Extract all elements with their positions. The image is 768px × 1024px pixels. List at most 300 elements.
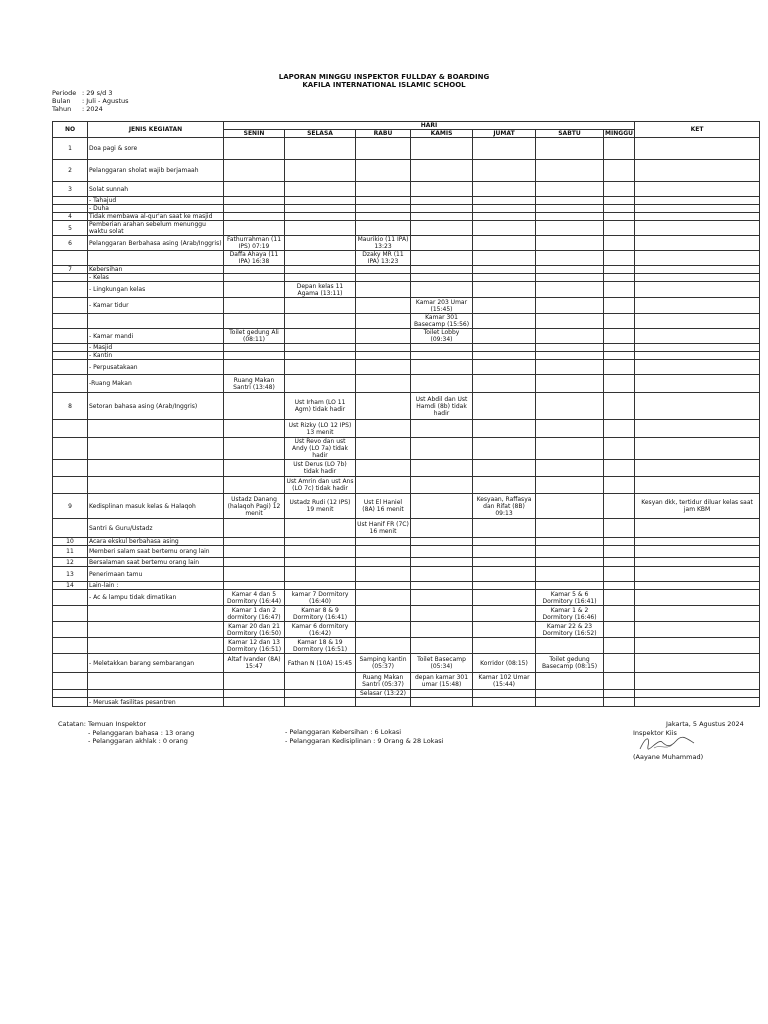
day-cell — [473, 477, 536, 494]
ket-cell — [635, 460, 760, 477]
day-cell — [604, 606, 635, 622]
day-cell — [536, 160, 604, 182]
table-row — [53, 138, 760, 160]
day-cell — [604, 622, 635, 638]
periode-line — [52, 89, 113, 97]
day-cell — [604, 274, 635, 282]
day-cell — [356, 160, 411, 182]
day-cell — [604, 590, 635, 606]
ket-cell — [635, 160, 760, 182]
day-cell: Samping kantin (05:37) — [356, 654, 411, 673]
day-cell — [224, 438, 285, 460]
day-cell — [411, 160, 473, 182]
ket-cell — [635, 221, 760, 236]
day-cell — [411, 197, 473, 205]
day-cell — [536, 329, 604, 344]
row-number: 2 — [53, 160, 88, 182]
row-activity: - Masjid — [88, 344, 224, 352]
day-cell: Daffa Ahaya (11 IPA) 16:38 — [224, 251, 285, 266]
day-cell: Ustadz Rudi (12 IPS) 19 menit — [285, 494, 356, 519]
row-number — [53, 298, 88, 314]
day-cell — [536, 567, 604, 582]
day-cell — [473, 546, 536, 558]
day-cell: Depan kelas 11 Agama (13:11) — [285, 282, 356, 298]
day-cell — [604, 546, 635, 558]
row-number — [53, 519, 88, 538]
day-cell — [473, 236, 536, 251]
row-activity: - Merusak fasilitas pesantren — [88, 698, 224, 707]
day-cell — [473, 266, 536, 274]
row-number: 7 — [53, 266, 88, 274]
day-cell — [604, 519, 635, 538]
tahun-label: Tahun — [52, 105, 72, 113]
day-cell — [536, 673, 604, 690]
bulan-line — [52, 97, 129, 105]
day-cell — [224, 274, 285, 282]
col-jenis-header: JENIS KEGIATAN — [88, 122, 224, 138]
row-activity: -Ruang Makan — [88, 375, 224, 393]
day-cell — [411, 590, 473, 606]
day-cell: Kamar 8 & 9 Dormitory (16:41) — [285, 606, 356, 622]
day-cell: Korridor (08:15) — [473, 654, 536, 673]
col-ket-header: KET — [635, 122, 760, 138]
day-cell — [224, 205, 285, 213]
day-cell — [224, 160, 285, 182]
day-cell — [356, 274, 411, 282]
row-activity: Solat sunnah — [88, 182, 224, 197]
table-row — [53, 590, 760, 606]
ket-cell — [635, 282, 760, 298]
row-number — [53, 420, 88, 438]
tahun-line — [52, 105, 103, 113]
day-cell — [604, 420, 635, 438]
day-cell — [536, 698, 604, 707]
day-cell — [536, 375, 604, 393]
day-cell — [285, 582, 356, 590]
day-cell — [285, 344, 356, 352]
row-activity: - Duha — [88, 205, 224, 213]
day-cell — [536, 182, 604, 197]
day-cell — [285, 360, 356, 375]
day-cell — [285, 213, 356, 221]
day-cell — [285, 673, 356, 690]
ket-cell — [635, 375, 760, 393]
day-cell — [224, 138, 285, 160]
day-cell — [224, 673, 285, 690]
day-cell — [356, 205, 411, 213]
day-cell — [356, 375, 411, 393]
table-row — [53, 420, 760, 438]
table-row — [53, 375, 760, 393]
day-cell — [604, 251, 635, 266]
row-activity: - Kamar tidur — [88, 298, 224, 314]
day-cell — [356, 221, 411, 236]
ket-cell — [635, 519, 760, 538]
day-cell — [473, 558, 536, 567]
row-activity: - Lingkungan kelas — [88, 282, 224, 298]
day-cell — [356, 638, 411, 654]
row-activity: Doa pagi & sore — [88, 138, 224, 160]
day-cell — [224, 698, 285, 707]
bulan-value: : Juli - Agustus — [82, 97, 129, 105]
table-row — [53, 477, 760, 494]
row-number: 5 — [53, 221, 88, 236]
table-row — [53, 654, 760, 673]
bulan-label: Bulan — [52, 97, 71, 105]
day-cell: Kamar 1 & 2 Dormitory (16:46) — [536, 606, 604, 622]
row-number — [53, 344, 88, 352]
row-activity — [88, 420, 224, 438]
day-cell — [356, 420, 411, 438]
day-cell — [411, 182, 473, 197]
ket-cell — [635, 274, 760, 282]
day-cell — [473, 221, 536, 236]
day-cell — [285, 698, 356, 707]
row-number — [53, 622, 88, 638]
ket-cell — [635, 360, 760, 375]
day-cell — [604, 344, 635, 352]
day-cell — [224, 298, 285, 314]
table-row — [53, 251, 760, 266]
table-row — [53, 567, 760, 582]
day-cell — [285, 546, 356, 558]
row-activity — [88, 673, 224, 690]
day-cell — [411, 236, 473, 251]
row-number — [53, 197, 88, 205]
row-activity: - Tahajud — [88, 197, 224, 205]
day-header: RABU — [356, 130, 411, 138]
row-activity: Lain-lain : — [88, 582, 224, 590]
day-cell — [604, 282, 635, 298]
day-cell — [411, 344, 473, 352]
day-cell: Ruang Makan Santri (05:37) — [356, 673, 411, 690]
day-cell — [285, 221, 356, 236]
day-cell — [411, 352, 473, 360]
day-cell — [473, 567, 536, 582]
day-cell — [604, 213, 635, 221]
day-cell — [604, 266, 635, 274]
day-cell — [411, 266, 473, 274]
day-cell — [411, 494, 473, 519]
row-number — [53, 329, 88, 344]
row-number: 13 — [53, 567, 88, 582]
day-cell — [473, 606, 536, 622]
row-number: 6 — [53, 236, 88, 251]
day-cell — [536, 205, 604, 213]
ket-cell — [635, 438, 760, 460]
row-number: 12 — [53, 558, 88, 567]
day-cell — [356, 314, 411, 329]
day-cell: Ust Irham (LO 11 Agm) tidak hadir — [285, 393, 356, 420]
day-cell — [473, 375, 536, 393]
school-name: KAFILA INTERNATIONAL ISLAMIC SCHOOL — [302, 81, 466, 89]
row-number — [53, 673, 88, 690]
ket-cell — [635, 393, 760, 420]
day-cell — [356, 606, 411, 622]
day-cell — [224, 282, 285, 298]
day-cell — [285, 251, 356, 266]
day-cell — [224, 558, 285, 567]
ket-cell — [635, 420, 760, 438]
day-cell — [473, 314, 536, 329]
day-cell — [604, 438, 635, 460]
day-cell — [356, 477, 411, 494]
day-cell — [604, 567, 635, 582]
day-cell — [411, 138, 473, 160]
day-cell: Ust Derus (LO 7b) tidak hadir — [285, 460, 356, 477]
day-cell — [604, 314, 635, 329]
periode-label: Periode — [52, 89, 77, 97]
day-cell — [536, 519, 604, 538]
ket-cell — [635, 673, 760, 690]
row-activity — [88, 460, 224, 477]
day-cell — [536, 266, 604, 274]
ket-cell — [635, 266, 760, 274]
day-cell — [473, 197, 536, 205]
day-cell — [285, 205, 356, 213]
ket-cell — [635, 205, 760, 213]
day-cell — [356, 138, 411, 160]
day-cell — [473, 352, 536, 360]
day-cell — [473, 213, 536, 221]
day-cell — [411, 221, 473, 236]
day-cell — [356, 266, 411, 274]
row-activity: Pelanggaran Berbahasa asing (Arab/Inggris) — [88, 236, 224, 251]
table-row — [53, 160, 760, 182]
day-cell — [285, 690, 356, 698]
day-cell — [536, 344, 604, 352]
day-cell — [604, 352, 635, 360]
day-cell — [356, 352, 411, 360]
table-row — [53, 519, 760, 538]
day-cell — [285, 236, 356, 251]
row-activity — [88, 438, 224, 460]
day-cell — [604, 298, 635, 314]
table-row — [53, 282, 760, 298]
day-cell: Kamar 6 dormitory (16:42) — [285, 622, 356, 638]
day-cell — [604, 638, 635, 654]
day-cell — [604, 360, 635, 375]
row-activity — [88, 622, 224, 638]
sign-date: Jakarta, 5 Agustus 2024 — [666, 720, 744, 728]
row-number: 3 — [53, 182, 88, 197]
day-cell — [473, 519, 536, 538]
row-activity: Kedisplinan masuk kelas & Halaqoh — [88, 494, 224, 519]
row-activity — [88, 477, 224, 494]
tahun-value: : 2024 — [82, 105, 103, 113]
day-cell: Ust Amrin dan ust Ans (LO 7c) tidak hadir — [286, 478, 354, 492]
day-cell — [224, 420, 285, 438]
day-cell — [473, 438, 536, 460]
note-item: - Pelanggaran Kebersihan : 6 Lokasi — [285, 728, 402, 736]
day-cell: Ust Rizky (LO 12 IPS) 13 menit — [285, 420, 356, 438]
row-activity: Bersalaman saat bertemu orang lain — [88, 558, 224, 567]
table-row — [53, 236, 760, 251]
day-cell — [604, 393, 635, 420]
day-cell — [411, 538, 473, 546]
row-activity: Pemberian arahan sebelum menunggu waktu solat — [88, 221, 224, 236]
day-cell: kamar 7 Dormitory (16:40) — [285, 590, 356, 606]
day-cell — [285, 138, 356, 160]
day-cell — [536, 690, 604, 698]
day-cell — [356, 546, 411, 558]
day-cell — [473, 298, 536, 314]
day-header: SELASA — [285, 130, 356, 138]
row-number: 11 — [53, 546, 88, 558]
row-number: 9 — [53, 494, 88, 519]
day-cell — [285, 538, 356, 546]
day-cell — [536, 352, 604, 360]
day-cell: Ust El Haniel (8A) 16 menit — [356, 494, 411, 519]
table-row — [53, 197, 760, 205]
day-cell: Kamar 4 dan 5 Dormitory (16:44) — [224, 590, 285, 606]
day-cell — [536, 638, 604, 654]
ket-cell — [635, 138, 760, 160]
row-activity — [88, 606, 224, 622]
ket-cell — [635, 638, 760, 654]
day-cell — [224, 477, 285, 494]
day-cell: Ust Abdil dan Ust Hamdi (8b) tidak hadir — [411, 393, 473, 420]
row-activity: - Kamar mandi — [88, 329, 224, 344]
ket-cell — [635, 606, 760, 622]
day-cell — [411, 622, 473, 638]
row-activity: Pelanggaran sholat wajib berjamaah — [88, 160, 224, 182]
table-row — [53, 494, 760, 519]
day-cell — [411, 638, 473, 654]
table-row — [53, 622, 760, 638]
ket-cell — [635, 558, 760, 567]
day-cell — [411, 519, 473, 538]
day-cell — [224, 266, 285, 274]
notes-heading: Temuan Inspektor — [88, 720, 146, 728]
row-number — [53, 314, 88, 329]
day-cell — [411, 205, 473, 213]
row-activity: - Perpusatakaan — [88, 360, 224, 375]
row-activity: Setoran bahasa asing (Arab/Inggris) — [88, 393, 224, 420]
day-cell — [411, 690, 473, 698]
day-cell — [356, 344, 411, 352]
day-cell: Kamar 18 & 19 Dormitory (16:51) — [285, 638, 356, 654]
sign-name: (Aayane Muhammad) — [633, 753, 704, 761]
day-cell — [473, 638, 536, 654]
day-header: SABTU — [536, 130, 604, 138]
day-cell — [224, 690, 285, 698]
table-row — [53, 546, 760, 558]
day-cell — [356, 558, 411, 567]
table-row — [53, 274, 760, 282]
day-cell — [473, 393, 536, 420]
day-cell — [536, 236, 604, 251]
day-cell — [224, 314, 285, 329]
table-row — [53, 221, 760, 236]
day-cell — [285, 329, 356, 344]
day-cell — [356, 460, 411, 477]
ket-cell — [635, 654, 760, 673]
day-cell — [604, 558, 635, 567]
day-cell — [411, 582, 473, 590]
day-cell — [224, 538, 285, 546]
row-activity — [88, 690, 224, 698]
day-cell: Kamar 12 dan 13 Dormitory (16:51) — [224, 638, 285, 654]
day-cell — [536, 494, 604, 519]
table-row — [53, 352, 760, 360]
day-cell — [604, 494, 635, 519]
day-cell — [604, 690, 635, 698]
table-row — [53, 205, 760, 213]
day-cell — [411, 438, 473, 460]
row-number — [53, 460, 88, 477]
table-row — [53, 698, 760, 707]
table-row — [53, 360, 760, 375]
day-cell — [473, 329, 536, 344]
day-cell — [473, 251, 536, 266]
ket-cell — [635, 582, 760, 590]
day-cell — [536, 438, 604, 460]
day-cell: depan kamar 301 umar (15:48) — [411, 673, 473, 690]
day-cell — [356, 213, 411, 221]
day-cell: Ustadz Danang (halaqoh Pagi) 12 menit — [224, 494, 285, 519]
day-cell: Fathan N (10A) 15:45 — [285, 654, 356, 673]
day-cell — [356, 567, 411, 582]
day-cell — [536, 274, 604, 282]
ket-cell — [635, 477, 760, 494]
day-cell: Kamar 203 Umar (15:45) — [411, 298, 473, 314]
day-cell — [356, 298, 411, 314]
day-cell — [473, 622, 536, 638]
day-cell — [536, 360, 604, 375]
row-activity: - Kelas — [88, 274, 224, 282]
inspection-table — [52, 121, 760, 707]
row-number — [53, 282, 88, 298]
day-cell: Kamar 5 & 6 Dormitory (16:41) — [536, 590, 604, 606]
row-number: 10 — [53, 538, 88, 546]
day-cell: Fathurrahman (11 IPS) 07:19 — [224, 236, 285, 251]
day-cell — [473, 138, 536, 160]
day-cell: Kamar 22 & 23 Dormitory (16:52) — [536, 622, 604, 638]
day-cell: Kamar 102 Umar (15:44) — [473, 673, 536, 690]
day-cell — [411, 360, 473, 375]
day-cell — [536, 282, 604, 298]
day-cell: Maurikio (11 IPA) 13:23 — [356, 236, 411, 251]
day-cell — [604, 329, 635, 344]
day-cell: Selasar (13:22) — [356, 690, 411, 698]
day-cell — [285, 197, 356, 205]
day-cell — [536, 298, 604, 314]
day-cell — [356, 393, 411, 420]
day-cell — [536, 558, 604, 567]
sign-role: Inspektor Kiis — [633, 729, 677, 737]
row-activity: Kebersihan — [88, 266, 224, 274]
day-cell — [224, 182, 285, 197]
ket-cell — [635, 314, 760, 329]
day-cell — [473, 582, 536, 590]
day-cell — [285, 160, 356, 182]
day-cell — [224, 393, 285, 420]
ket-cell — [635, 546, 760, 558]
day-cell — [224, 344, 285, 352]
day-cell — [536, 460, 604, 477]
row-activity — [88, 314, 224, 329]
day-cell: Dzaky MR (11 IPA) 13:23 — [356, 251, 411, 266]
row-number — [53, 638, 88, 654]
row-number — [53, 274, 88, 282]
day-cell — [604, 698, 635, 707]
day-cell — [473, 460, 536, 477]
ket-cell — [635, 329, 760, 344]
row-activity — [88, 251, 224, 266]
day-cell — [224, 546, 285, 558]
notes-block-2 — [285, 728, 444, 745]
